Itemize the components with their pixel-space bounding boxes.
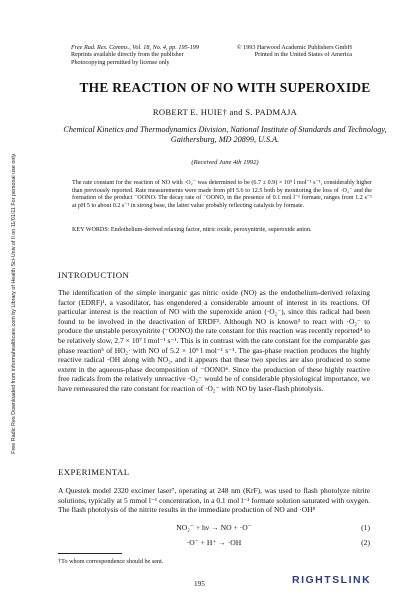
- received-date: (Received June 4th 1992): [191, 159, 259, 166]
- journal-header: [71, 44, 199, 66]
- keywords: KEY WORDS: Endothelium-derived relaxing factor, nitric oxide, peroxynitrite, superoxide anion.: [72, 227, 312, 233]
- article-authors: ROBERT E. HUIE† and S. PADMAJA: [152, 107, 298, 117]
- rightslink-logo: RIGHTSLINK: [292, 574, 372, 586]
- download-sidebar: [0, 0, 26, 600]
- equation-1: [58, 523, 370, 535]
- article-title: THE REACTION OF NO WITH SUPEROXIDE: [79, 80, 371, 95]
- section-heading-experimental: EXPERIMENTAL: [58, 467, 130, 477]
- equation-1-expression: NO₂⁻ + hν → NO + ·O⁻: [176, 523, 252, 532]
- introduction-paragraph: The identification of the simple inorganic gas nitric oxide (NO) as the endothelium-derived relaxing factor (EDRF)¹, a vasodilator, has engendered a considerable amount of interest in its reactions. Of particular interest is the reaction of NO with the superoxide anion (·O₂⁻), since this radical had been found to be involved in the deactivation of ERDF². Although NO is known³ to react with ·O₂⁻ to produce the unstable peroxynitrite (⁻OONO) the rate constant for this reaction was recently reported⁴ to be relatively slow, 2.7 × 10⁷ l mol⁻¹ s⁻¹. This is in contrast with the rate constant for the comparable gas phase reaction⁵ of HO₂· with NO of 5.2 × 10⁹ l mol⁻¹ s⁻¹. The gas-phase reaction produces the highly reactive radical ·OH along with NO₂, and it appears that these two species are also produced to some extent in the aqueous-phase decomposition of ⁻OONO⁶. Since the production of these highly reactive free radicals from the relatively unreactive ·O₂⁻ would be of considerable physiological importance, we have remeasured the rate constant for reaction of ·O₂⁻ with NO by laser-flash photolysis.: [58, 288, 370, 393]
- footnote-rule: [58, 553, 122, 554]
- equation-2-expression: ·O⁻ + H⁺ → ·OH: [186, 538, 242, 547]
- page-number: 195: [194, 580, 205, 588]
- abstract: The rate constant for the reaction of NO with ·O₂⁻ was determined to be (6.7 ± 0.9) × 10⁹ l mol⁻¹ s⁻¹, considerably higher than previously reported. Rate measurements were made from pH 5.6 to 12.5 both by monitoring the loss of ·O₂⁻ and the formation of the product ⁻OONO. The decay rate of ⁻OONO, in the presence of 0.1 mol l⁻¹ formate, ranges from 1.2 s⁻¹ at pH 5 to about 0.2 s⁻¹ in strong base, the latter value probably reflecting catalysis by formate.: [72, 180, 372, 210]
- download-notice: Free Radic Res Downloaded from informahealthcare.com by Library of Health Sci-Univ of Il on 11/01/11 For personal use only.: [10, 152, 17, 454]
- journal-citation: Free Rad. Res. Comms., Vol. 18, No. 4, pp. 195-199: [71, 44, 199, 51]
- copyright-line: © 1993 Harwood Academic Publishers GmbH: [236, 44, 352, 51]
- rightslink-watermark: [292, 574, 371, 586]
- footnote: †To whom correspondence should be sent.: [58, 558, 164, 565]
- equation-2: [58, 538, 370, 550]
- photocopy-note: Photocopying permitted by license only: [71, 58, 170, 66]
- equation-2-number: (2): [361, 538, 370, 547]
- equation-1-number: (1): [361, 523, 370, 532]
- reprints-note: Reprints available directly from the publisher: [71, 51, 184, 59]
- publisher-header: [232, 44, 352, 59]
- experimental-paragraph: A Questek model 2320 excimer laser⁷, operating at 248 nm (KrF), was used to flash photolyze nitrite solutions, typically at 5 mmol l⁻¹ concentration, in a 0.1 mol l⁻¹ formate solution saturated with oxygen. The flash photolysis of the nitrite results in the immediate production of NO and ·OH⁸: [58, 486, 370, 515]
- author-affiliation: Chemical Kinetics and Thermodynamics Division, National Institute of Standards and Technology, Gaithersburg, MD 20899, U.S.A.: [63, 125, 387, 144]
- printed-line: Printed in the United States of America: [254, 51, 352, 59]
- section-heading-introduction: INTRODUCTION: [58, 270, 130, 280]
